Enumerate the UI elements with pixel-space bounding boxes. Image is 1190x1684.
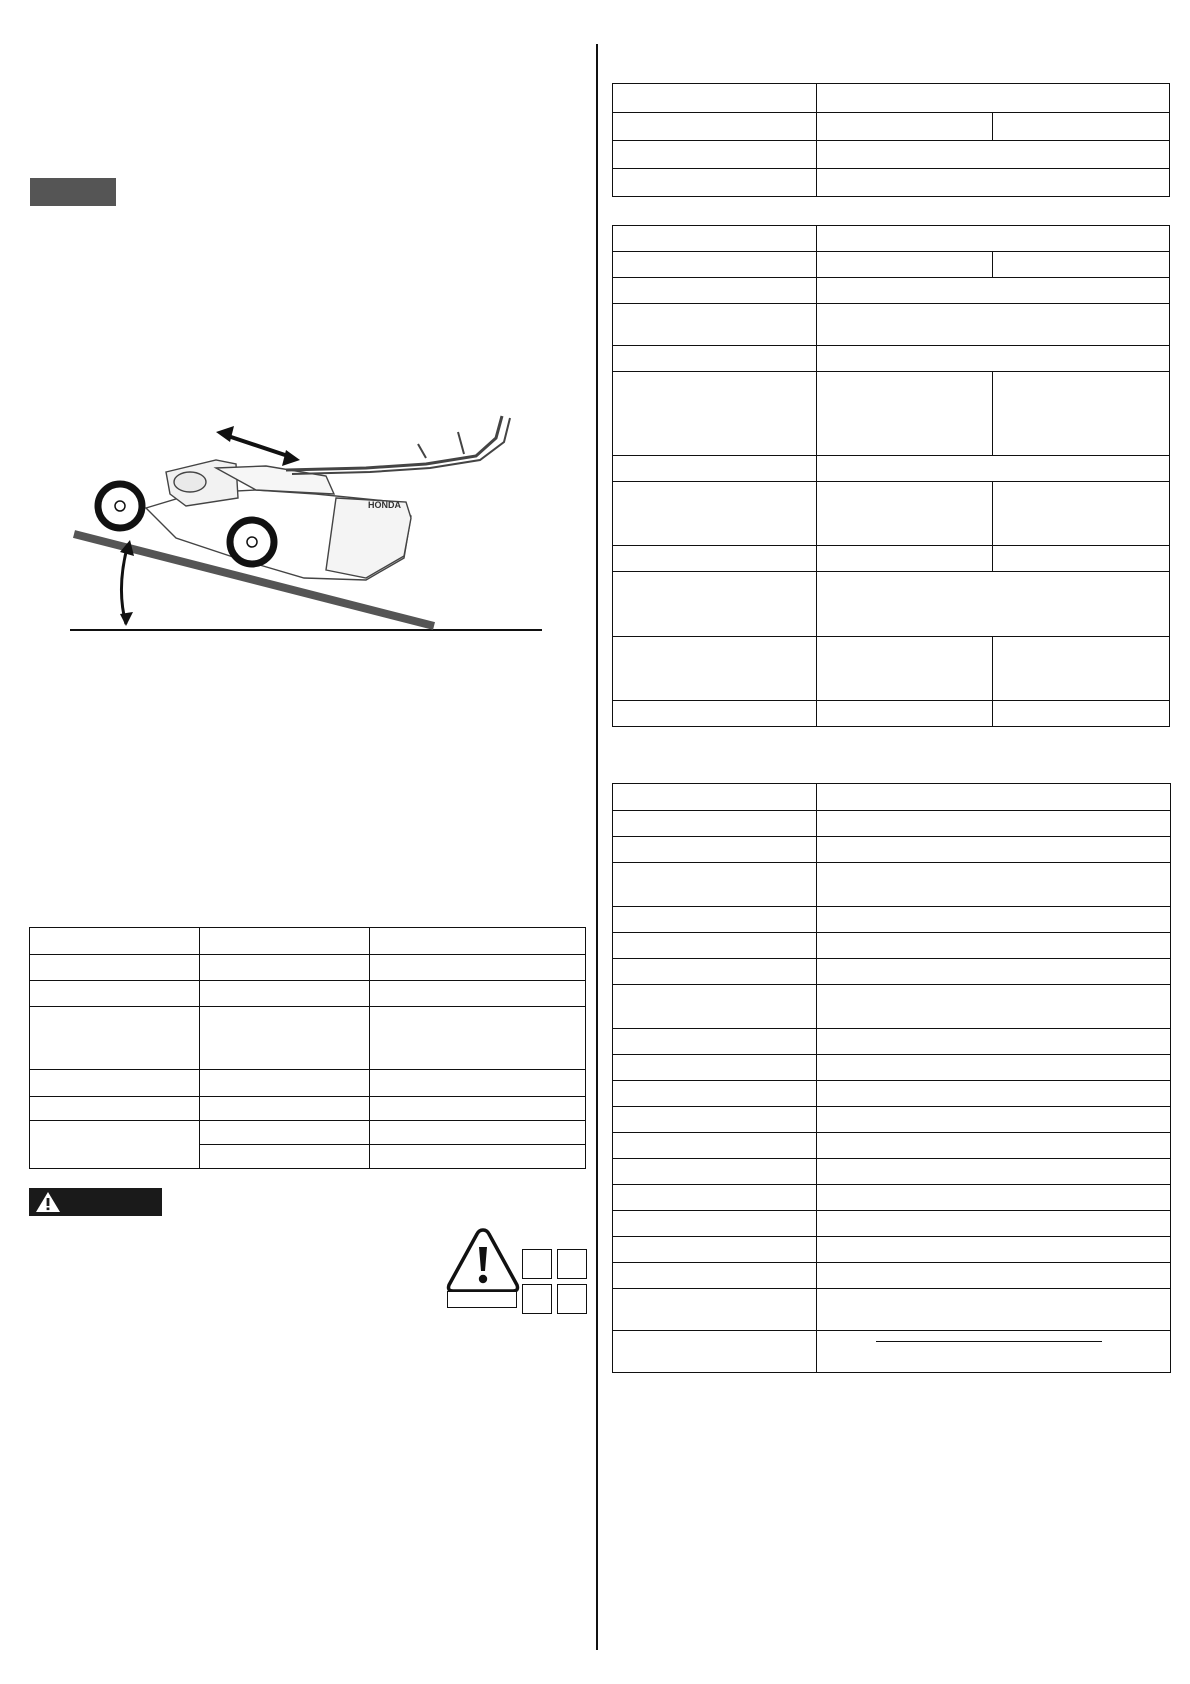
table-row	[30, 1070, 586, 1097]
table-row	[613, 546, 1170, 572]
table-cell	[370, 1097, 586, 1121]
right-table-3	[612, 783, 1171, 1373]
table-cell	[613, 1289, 817, 1331]
table-cell	[993, 372, 1170, 456]
rear-wheel	[230, 520, 274, 564]
table-cell	[370, 955, 586, 981]
mower-slope-illustration	[66, 398, 546, 638]
table-row	[613, 278, 1170, 304]
table-row	[613, 985, 1171, 1029]
table-cell	[613, 1185, 817, 1211]
left-spec-table	[29, 927, 586, 1169]
section-heading-box	[30, 178, 116, 206]
table-cell	[817, 1133, 1171, 1159]
table-cell	[613, 226, 817, 252]
table-row	[613, 456, 1170, 482]
table-row	[613, 226, 1170, 252]
table-row	[613, 1237, 1171, 1263]
table-row	[613, 1289, 1171, 1331]
table-cell	[613, 346, 817, 372]
table-row	[613, 811, 1171, 837]
table-cell	[200, 1121, 370, 1145]
table-cell	[200, 981, 370, 1007]
table-cell	[613, 1237, 817, 1263]
table-cell	[200, 1145, 370, 1169]
table-cell	[613, 933, 817, 959]
table-cell	[817, 226, 1170, 252]
right-table-2	[612, 225, 1170, 727]
table-row	[613, 1159, 1171, 1185]
table-row	[613, 1133, 1171, 1159]
table-cell	[613, 1107, 817, 1133]
table-cell	[817, 907, 1171, 933]
table-cell	[30, 1007, 200, 1070]
table-row	[30, 928, 586, 955]
table-cell	[817, 346, 1170, 372]
table-cell	[817, 637, 993, 701]
table-cell	[993, 701, 1170, 727]
table-cell	[817, 959, 1171, 985]
table-cell	[613, 784, 817, 811]
table-cell	[613, 1055, 817, 1081]
table-cell	[613, 482, 817, 546]
table-row	[613, 1211, 1171, 1237]
table-row	[30, 981, 586, 1007]
table-row	[613, 84, 1170, 113]
label-box	[522, 1249, 552, 1279]
signature-underline	[876, 1341, 1102, 1342]
table-row	[613, 1185, 1171, 1211]
table-cell	[613, 701, 817, 727]
table-cell	[30, 955, 200, 981]
table-cell	[817, 1055, 1171, 1081]
table-cell	[613, 1029, 817, 1055]
table-cell	[817, 1081, 1171, 1107]
table-cell	[613, 456, 817, 482]
table-cell	[200, 928, 370, 955]
table-cell	[370, 1121, 586, 1145]
table-cell	[817, 1185, 1171, 1211]
table-cell	[993, 252, 1170, 278]
label-box	[522, 1284, 552, 1314]
table-cell	[817, 572, 1170, 637]
table-row	[613, 482, 1170, 546]
table-row	[613, 141, 1170, 169]
table-cell	[817, 1159, 1171, 1185]
table-row	[30, 1007, 586, 1070]
mower-body	[146, 416, 510, 580]
table-cell	[200, 1097, 370, 1121]
table-row	[613, 113, 1170, 141]
table-cell	[817, 701, 993, 727]
table-cell	[613, 1331, 817, 1373]
table-row	[613, 1263, 1171, 1289]
right-table-1	[612, 83, 1170, 197]
table-cell	[30, 1070, 200, 1097]
table-cell	[817, 784, 1171, 811]
table-cell	[613, 252, 817, 278]
table-cell	[613, 372, 817, 456]
table-row	[613, 837, 1171, 863]
table-cell	[200, 955, 370, 981]
table-cell	[200, 1007, 370, 1070]
table-cell	[817, 141, 1170, 169]
table-cell	[370, 1007, 586, 1070]
table-cell	[613, 1081, 817, 1107]
table-cell	[613, 637, 817, 701]
table-row	[613, 784, 1171, 811]
table-cell	[613, 84, 817, 113]
table-row	[30, 1121, 586, 1145]
table-cell	[817, 811, 1171, 837]
table-row	[613, 372, 1170, 456]
table-cell	[817, 278, 1170, 304]
table-cell	[817, 1331, 1171, 1373]
table-cell	[817, 456, 1170, 482]
table-row	[613, 169, 1170, 197]
table-cell	[370, 928, 586, 955]
table-cell	[613, 304, 817, 346]
table-cell	[817, 1289, 1171, 1331]
table-cell	[613, 907, 817, 933]
table-cell	[613, 1159, 817, 1185]
table-row	[30, 1097, 586, 1121]
table-cell	[370, 981, 586, 1007]
brand-marking: HONDA	[368, 500, 401, 510]
table-cell	[613, 1263, 817, 1289]
table-cell	[613, 837, 817, 863]
table-cell	[613, 959, 817, 985]
table-cell	[613, 572, 817, 637]
safety-label-strip	[447, 1291, 517, 1308]
table-cell	[613, 278, 817, 304]
table-row	[30, 955, 586, 981]
table-row	[613, 572, 1170, 637]
table-cell	[817, 546, 993, 572]
table-cell	[817, 252, 993, 278]
table-cell	[370, 1145, 586, 1169]
table-cell	[30, 981, 200, 1007]
table-cell	[817, 84, 1170, 113]
table-cell	[817, 304, 1170, 346]
table-cell	[817, 1107, 1171, 1133]
table-cell	[817, 1237, 1171, 1263]
table-row	[613, 252, 1170, 278]
table-cell	[613, 546, 817, 572]
table-row	[613, 304, 1170, 346]
table-cell	[613, 985, 817, 1029]
table-cell	[613, 141, 817, 169]
table-row	[613, 346, 1170, 372]
table-row	[613, 933, 1171, 959]
table-cell	[370, 1070, 586, 1097]
double-arrow-icon	[216, 426, 300, 466]
table-row	[613, 637, 1170, 701]
table-row	[613, 1055, 1171, 1081]
table-row	[613, 1331, 1171, 1373]
table-cell	[613, 811, 817, 837]
warning-triangle-icon	[35, 1191, 61, 1213]
table-cell	[817, 482, 993, 546]
table-cell	[993, 482, 1170, 546]
table-row	[613, 863, 1171, 907]
table-cell	[30, 1097, 200, 1121]
table-cell	[30, 928, 200, 955]
table-row	[613, 701, 1170, 727]
table-cell	[817, 113, 993, 141]
table-cell	[200, 1070, 370, 1097]
table-cell	[817, 933, 1171, 959]
table-cell	[817, 169, 1170, 197]
table-cell	[817, 1029, 1171, 1055]
table-cell	[613, 113, 817, 141]
table-cell	[817, 372, 993, 456]
table-cell	[30, 1121, 200, 1169]
table-cell	[817, 1263, 1171, 1289]
table-row	[613, 1107, 1171, 1133]
table-cell	[817, 863, 1171, 907]
table-row	[613, 1081, 1171, 1107]
table-cell	[993, 637, 1170, 701]
table-cell	[817, 985, 1171, 1029]
column-divider	[596, 44, 598, 1650]
table-row	[613, 907, 1171, 933]
table-cell	[613, 1211, 817, 1237]
label-box	[557, 1284, 587, 1314]
table-cell	[613, 169, 817, 197]
table-cell	[993, 546, 1170, 572]
slope-angle-arrow-icon	[120, 540, 134, 626]
warning-banner	[29, 1188, 162, 1216]
table-cell	[993, 113, 1170, 141]
label-box	[557, 1249, 587, 1279]
table-cell	[613, 1133, 817, 1159]
front-wheel	[98, 484, 142, 528]
table-cell	[613, 863, 817, 907]
table-cell	[817, 1211, 1171, 1237]
table-cell	[817, 837, 1171, 863]
table-row	[613, 1029, 1171, 1055]
table-row	[613, 959, 1171, 985]
